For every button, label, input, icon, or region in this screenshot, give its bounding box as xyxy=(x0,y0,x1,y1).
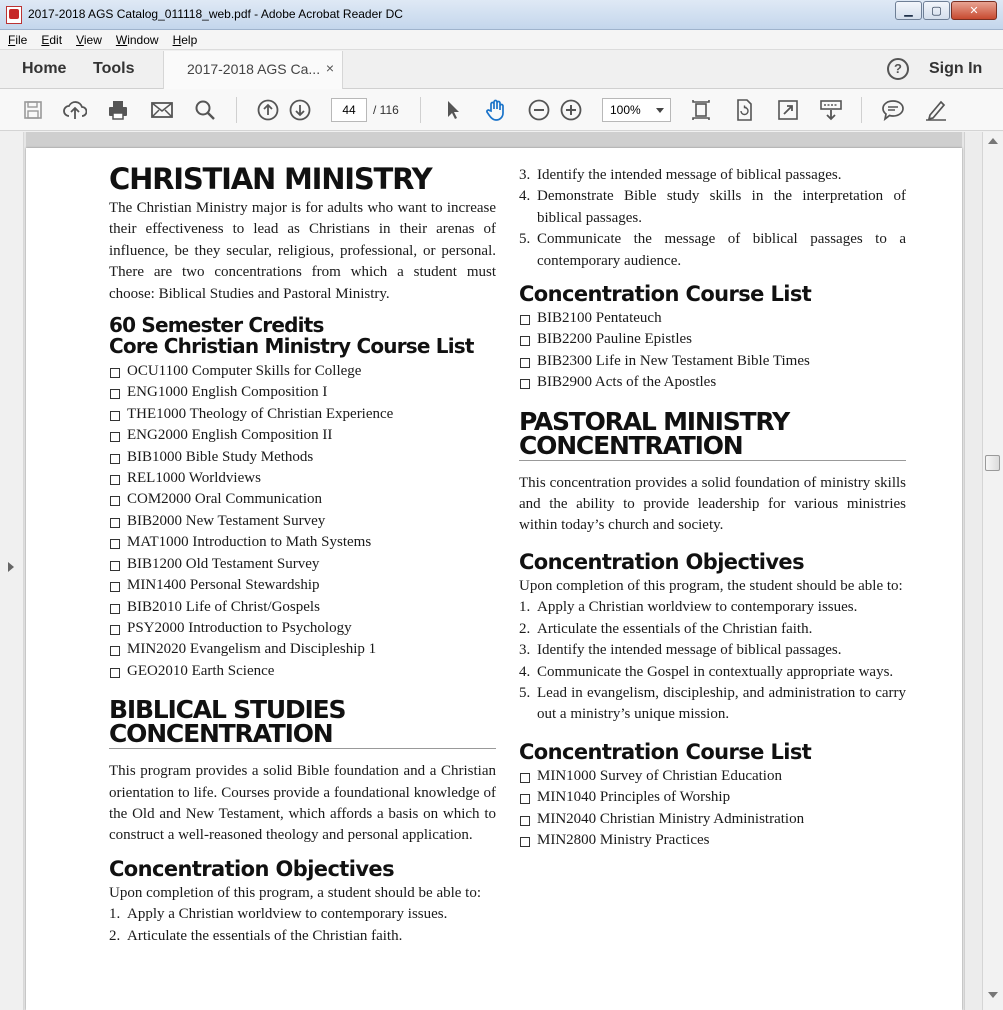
list-item: 2. Articulate the essentials of the Christian faith. xyxy=(519,620,813,637)
menu-edit[interactable]: Edit xyxy=(41,32,63,47)
biblical-studies-title: BIBLICAL STUDIES xyxy=(109,695,346,725)
zoom-select[interactable] xyxy=(602,98,671,122)
comment-icon[interactable] xyxy=(881,98,905,122)
list-item: PSY2000 Introduction to Psychology xyxy=(109,618,496,639)
app-tabs-bar xyxy=(0,51,1003,89)
rotate-icon[interactable] xyxy=(732,98,756,122)
fit-page-icon[interactable] xyxy=(689,98,713,122)
list-item: OCU1100 Computer Skills for College xyxy=(109,361,496,382)
toolbar-separator xyxy=(236,97,237,123)
menu-view[interactable]: View xyxy=(76,32,102,47)
toolbar-separator xyxy=(420,97,421,123)
maximize-button[interactable]: ▢ xyxy=(923,1,950,20)
pastoral-objectives-list xyxy=(519,597,906,725)
list-item: MIN1000 Survey of Christian Education xyxy=(519,766,906,787)
search-icon[interactable] xyxy=(193,98,217,122)
pastoral-ministry-title: PASTORAL MINISTRY xyxy=(519,406,789,436)
minimize-button[interactable]: ▁ xyxy=(895,1,922,20)
list-item: 5. Lead in evangelism, discipleship, and administration to carry out a ministry’s unique mission. xyxy=(519,684,906,723)
pastoral-course-heading: Concentration Course List xyxy=(519,739,812,764)
tab-document[interactable] xyxy=(163,51,343,89)
biblical-studies-intro: This program provides a solid Bible foundation and a Christian orientation to life. Courses provide a foundational knowledge of the Old and New Testament, which affords a basis on which to construct a well-reasoned theology and personal application. xyxy=(109,763,496,844)
biblical-objectives-list-cont xyxy=(519,165,906,272)
list-item: BIB2200 Pauline Epistles xyxy=(519,329,906,350)
read-mode-icon[interactable] xyxy=(819,98,843,122)
pdf-page xyxy=(26,148,962,1010)
pastoral-objectives-intro: Upon completion of this program, the student should be able to: xyxy=(519,577,903,594)
tab-tools[interactable]: Tools xyxy=(93,60,135,77)
list-item: MIN1400 Personal Stewardship xyxy=(109,575,496,596)
hand-tool-icon[interactable] xyxy=(484,98,508,122)
prev-page-icon[interactable] xyxy=(256,98,280,122)
sign-in-link[interactable]: Sign In xyxy=(929,60,983,77)
page-number-input[interactable]: 44 xyxy=(331,98,367,122)
list-item: BIB2000 New Testament Survey xyxy=(109,511,496,532)
chevron-down-icon xyxy=(656,108,664,113)
list-item: ENG2000 English Composition II xyxy=(109,425,496,446)
scroll-up-icon[interactable] xyxy=(988,138,998,144)
biblical-studies-title-2: CONCENTRATION xyxy=(109,722,496,749)
close-tab-icon[interactable]: × xyxy=(325,60,334,76)
upload-icon[interactable] xyxy=(63,98,87,122)
list-item: COM2000 Oral Communication xyxy=(109,489,496,510)
biblical-objectives-intro: Upon completion of this program, a student should be able to: xyxy=(109,884,482,901)
list-item: THE1000 Theology of Christian Experience xyxy=(109,404,496,425)
page-total: / 116 xyxy=(373,103,399,117)
list-item: BIB2100 Pentateuch xyxy=(519,308,906,329)
list-item: BIB1000 Bible Study Methods xyxy=(109,447,496,468)
list-item: 1. Apply a Christian worldview to contemporary issues. xyxy=(109,906,448,923)
toolbar-separator xyxy=(861,97,862,123)
list-item: 4. Communicate the Gospel in contextually appropriate ways. xyxy=(519,663,894,680)
list-item: REL1000 Worldviews xyxy=(109,468,496,489)
credits-heading: 60 Semester Credits xyxy=(109,313,324,338)
list-item: BIB2300 Life in New Testament Bible Times xyxy=(519,351,906,372)
document-viewport[interactable] xyxy=(0,132,1003,1010)
title-bar xyxy=(0,0,1003,30)
pastoral-objectives-heading: Concentration Objectives xyxy=(519,549,804,574)
left-column xyxy=(109,148,496,947)
list-item: MIN2040 Christian Ministry Administration xyxy=(519,809,906,830)
zoom-in-icon[interactable] xyxy=(559,98,583,122)
list-item: BIB2010 Life of Christ/Gospels xyxy=(109,597,496,618)
right-column xyxy=(519,148,906,851)
pastoral-ministry-title-2: CONCENTRATION xyxy=(519,434,906,461)
list-item: GEO2010 Earth Science xyxy=(109,661,496,682)
right-pane-rail[interactable] xyxy=(964,132,982,1010)
menu-help[interactable]: Help xyxy=(172,32,198,47)
list-item: 1. Apply a Christian worldview to contemporary issues. xyxy=(519,599,858,616)
email-icon[interactable] xyxy=(150,98,174,122)
biblical-objectives-heading: Concentration Objectives xyxy=(109,856,394,881)
menu-window[interactable]: Window xyxy=(115,32,159,47)
list-item: BIB2900 Acts of the Apostles xyxy=(519,372,906,393)
biblical-course-list xyxy=(519,308,906,394)
pastoral-course-list xyxy=(519,766,906,852)
biblical-objectives-list xyxy=(109,904,496,947)
list-item: ENG1000 English Composition I xyxy=(109,382,496,403)
zoom-value: 100% xyxy=(610,103,641,117)
list-item: 2. Articulate the essentials of the Christian faith. xyxy=(109,927,403,944)
tab-document-label: 2017-2018 AGS Ca... xyxy=(187,61,321,77)
list-item: 5. Communicate the message of biblical passages to a contemporary audience. xyxy=(519,231,906,269)
close-window-button[interactable]: ✕ xyxy=(951,1,997,20)
scroll-down-icon[interactable] xyxy=(988,992,998,998)
acrobat-app-icon xyxy=(6,6,22,24)
list-item: 3. Identify the intended message of biblical passages. xyxy=(519,167,842,183)
intro-paragraph: The Christian Ministry major is for adults who want to increase their effectiveness to lead as Christians in their arenas of influence, be they secular, religious, professional, or personal. There are two concentrations from which a student must choose: Biblical Studies and Pastoral Ministry. xyxy=(109,200,496,302)
sign-pen-icon[interactable] xyxy=(924,98,948,122)
fullscreen-icon[interactable] xyxy=(776,98,800,122)
tab-home[interactable]: Home xyxy=(22,60,67,77)
list-item: MIN1040 Principles of Worship xyxy=(519,787,906,808)
help-icon[interactable]: ? xyxy=(887,58,909,80)
menu-bar xyxy=(0,30,1003,50)
pastoral-ministry-intro: This concentration provides a solid foundation of ministry skills and the ability to provide leadership for various ministries within today’s church and society. xyxy=(519,474,906,534)
window-title: 2017-2018 AGS Catalog_011118_web.pdf - Adobe Acrobat Reader DC xyxy=(28,7,403,21)
page-title: CHRISTIAN MINISTRY xyxy=(109,162,432,196)
list-item: 4. Demonstrate Bible study skills in the interpretation of biblical passages. xyxy=(519,188,906,226)
list-item: MIN2800 Ministry Practices xyxy=(519,830,906,851)
list-item: BIB1200 Old Testament Survey xyxy=(109,554,496,575)
select-cursor-icon[interactable] xyxy=(441,98,465,122)
list-item: MIN2020 Evangelism and Discipleship 1 xyxy=(109,639,496,660)
left-pane-rail[interactable] xyxy=(0,132,24,1010)
core-courses-heading: Core Christian Ministry Course List xyxy=(109,334,474,359)
previous-page-edge xyxy=(26,132,962,148)
next-page-icon[interactable] xyxy=(288,98,312,122)
expand-left-pane-icon[interactable] xyxy=(8,562,14,572)
list-item: MAT1000 Introduction to Math Systems xyxy=(109,532,496,553)
print-icon[interactable] xyxy=(106,98,130,122)
core-course-list xyxy=(109,361,496,682)
toolbar xyxy=(0,89,1003,131)
scrollbar-thumb[interactable] xyxy=(985,455,1000,471)
vertical-scrollbar[interactable] xyxy=(982,132,1003,1010)
save-icon[interactable] xyxy=(21,98,45,122)
window-controls xyxy=(894,1,997,20)
list-item: 3. Identify the intended message of biblical passages. xyxy=(519,642,842,659)
zoom-out-icon[interactable] xyxy=(527,98,551,122)
menu-file[interactable]: File xyxy=(8,32,28,47)
biblical-course-heading: Concentration Course List xyxy=(519,282,812,307)
